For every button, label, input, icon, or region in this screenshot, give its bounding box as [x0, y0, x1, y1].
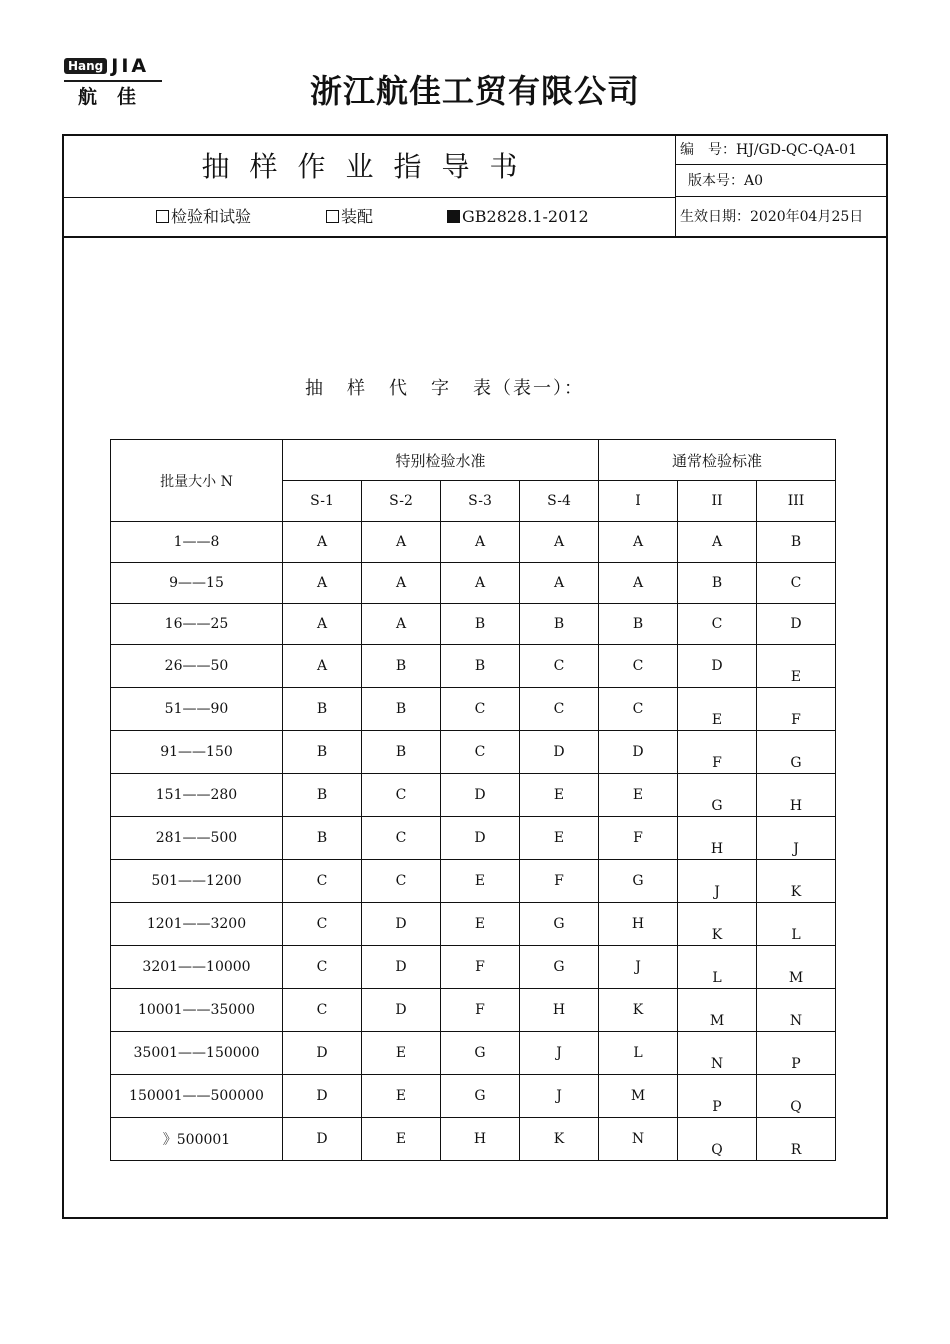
- table-header-row: [111, 440, 836, 481]
- lot-size-cell: 281——500: [111, 817, 283, 860]
- table-row: [111, 731, 836, 774]
- lot-size-cell: 3201——10000: [111, 946, 283, 989]
- code-letter-cell: G: [520, 946, 599, 989]
- code-letter-cell: E: [441, 903, 520, 946]
- code-letter-cell: C: [757, 563, 836, 604]
- table-title-char: 表（表一）：: [473, 378, 584, 399]
- code-letter-cell: A: [283, 645, 362, 688]
- level-header: S-3: [441, 481, 520, 522]
- code-letter-cell: H: [757, 774, 836, 817]
- code-letter-cell: F: [757, 688, 836, 731]
- table-row: [111, 604, 836, 645]
- document-version: 版本号：A0: [676, 166, 886, 197]
- lot-size-cell: 51——90: [111, 688, 283, 731]
- code-letter-cell: D: [441, 817, 520, 860]
- code-letter-cell: G: [678, 774, 757, 817]
- table-row: [111, 522, 836, 563]
- code-letter-cell: D: [283, 1075, 362, 1118]
- code-letter-cell: B: [757, 522, 836, 563]
- code-letter-cell: D: [678, 645, 757, 688]
- code-letter-cell: K: [520, 1118, 599, 1161]
- code-letter-cell: K: [678, 903, 757, 946]
- option-label: GB2828.1-2012: [462, 207, 589, 226]
- table-row: [111, 860, 836, 903]
- code-letter-cell: N: [678, 1032, 757, 1075]
- code-letter-cell: P: [678, 1075, 757, 1118]
- lot-size-cell: 26——50: [111, 645, 283, 688]
- option-inspection-test[interactable]: [156, 198, 251, 236]
- code-letter-cell: F: [678, 731, 757, 774]
- code-letter-cell: Q: [757, 1075, 836, 1118]
- code-letter-cell: M: [678, 989, 757, 1032]
- code-letter-cell: D: [362, 989, 441, 1032]
- checkbox-unchecked-icon: [326, 210, 339, 223]
- code-letter-cell: N: [599, 1118, 678, 1161]
- lot-size-cell: 91——150: [111, 731, 283, 774]
- code-letter-cell: C: [283, 903, 362, 946]
- logo-brand-text: JIA: [111, 55, 150, 77]
- sample-code-table: [110, 439, 836, 1161]
- level-header: III: [757, 481, 836, 522]
- code-letter-cell: A: [283, 522, 362, 563]
- code-letter-cell: B: [362, 731, 441, 774]
- code-letter-cell: M: [599, 1075, 678, 1118]
- logo-hang-text: Hang: [64, 58, 107, 74]
- code-letter-cell: C: [283, 989, 362, 1032]
- code-letter-cell: D: [283, 1032, 362, 1075]
- code-letter-cell: E: [520, 817, 599, 860]
- special-level-header: 特别检验水准: [283, 440, 599, 481]
- lot-size-cell: 35001——150000: [111, 1032, 283, 1075]
- code-letter-cell: F: [441, 946, 520, 989]
- table-row: [111, 688, 836, 731]
- code-letter-cell: D: [362, 903, 441, 946]
- code-letter-cell: G: [441, 1075, 520, 1118]
- option-assembly[interactable]: [326, 198, 373, 236]
- code-letter-cell: J: [520, 1032, 599, 1075]
- lot-size-cell: 9——15: [111, 563, 283, 604]
- code-letter-cell: G: [599, 860, 678, 903]
- code-letter-cell: D: [362, 946, 441, 989]
- code-letter-cell: B: [362, 645, 441, 688]
- level-header: S-2: [362, 481, 441, 522]
- document-code: 编 号：HJ/GD-QC-QA-01: [676, 136, 886, 165]
- code-letter-cell: J: [520, 1075, 599, 1118]
- option-label: 检验和试验: [171, 207, 252, 226]
- table-row: [111, 903, 836, 946]
- code-letter-cell: E: [441, 860, 520, 903]
- code-letter-cell: D: [520, 731, 599, 774]
- document-title: 抽样作业指导书: [64, 136, 676, 198]
- code-letter-cell: A: [362, 604, 441, 645]
- code-letter-cell: G: [441, 1032, 520, 1075]
- table-row: [111, 1032, 836, 1075]
- table-title-char: 抽: [305, 378, 325, 399]
- effective-date: 生效日期：2020年04月25日: [680, 209, 864, 225]
- code-letter-cell: P: [757, 1032, 836, 1075]
- code-letter-cell: B: [441, 645, 520, 688]
- table-row: [111, 1118, 836, 1161]
- code-letter-cell: B: [283, 817, 362, 860]
- code-letter-cell: A: [283, 604, 362, 645]
- code-letter-cell: A: [678, 522, 757, 563]
- code-letter-cell: C: [283, 860, 362, 903]
- code-letter-cell: B: [599, 604, 678, 645]
- code-letter-cell: E: [599, 774, 678, 817]
- code-letter-cell: C: [520, 645, 599, 688]
- code-letter-cell: H: [520, 989, 599, 1032]
- code-letter-cell: Q: [678, 1118, 757, 1161]
- table-title: [305, 374, 606, 400]
- code-letter-cell: J: [757, 817, 836, 860]
- lot-size-cell: 》500001: [111, 1118, 283, 1161]
- code-letter-cell: C: [362, 860, 441, 903]
- table-row: [111, 1075, 836, 1118]
- lot-size-cell: 501——1200: [111, 860, 283, 903]
- table-row: [111, 774, 836, 817]
- checkbox-unchecked-icon: [156, 210, 169, 223]
- code-letter-cell: F: [520, 860, 599, 903]
- code-letter-cell: D: [599, 731, 678, 774]
- code-letter-cell: R: [757, 1118, 836, 1161]
- document-frame: [62, 134, 888, 1219]
- code-letter-cell: J: [678, 860, 757, 903]
- code-letter-cell: A: [441, 522, 520, 563]
- code-letter-cell: C: [520, 688, 599, 731]
- code-letter-cell: E: [362, 1075, 441, 1118]
- code-letter-cell: J: [599, 946, 678, 989]
- code-letter-cell: B: [283, 688, 362, 731]
- level-header: II: [678, 481, 757, 522]
- code-letter-cell: B: [362, 688, 441, 731]
- code-letter-cell: K: [757, 860, 836, 903]
- code-letter-cell: D: [441, 774, 520, 817]
- option-label: 装配: [341, 207, 374, 226]
- code-letter-cell: D: [757, 604, 836, 645]
- code-letter-cell: C: [599, 645, 678, 688]
- code-letter-cell: N: [757, 989, 836, 1032]
- code-letter-cell: E: [678, 688, 757, 731]
- code-letter-cell: B: [678, 563, 757, 604]
- code-letter-cell: B: [283, 774, 362, 817]
- table-title-char: 字: [431, 378, 451, 399]
- code-letter-cell: C: [678, 604, 757, 645]
- code-letter-cell: A: [362, 563, 441, 604]
- lot-size-cell: 10001——35000: [111, 989, 283, 1032]
- code-letter-cell: B: [520, 604, 599, 645]
- normal-level-header: 通常检验标准: [599, 440, 836, 481]
- code-letter-cell: F: [441, 989, 520, 1032]
- code-letter-cell: H: [441, 1118, 520, 1161]
- code-letter-cell: E: [362, 1118, 441, 1161]
- checkbox-checked-icon: [447, 210, 460, 223]
- level-header: S-4: [520, 481, 599, 522]
- level-header: I: [599, 481, 678, 522]
- code-letter-cell: M: [757, 946, 836, 989]
- level-header: S-1: [283, 481, 362, 522]
- option-standard[interactable]: [447, 198, 589, 236]
- code-letter-cell: A: [362, 522, 441, 563]
- code-letter-cell: G: [757, 731, 836, 774]
- code-letter-cell: A: [441, 563, 520, 604]
- lot-size-cell: 16——25: [111, 604, 283, 645]
- lot-size-cell: 150001——500000: [111, 1075, 283, 1118]
- code-letter-cell: K: [599, 989, 678, 1032]
- category-options: [64, 198, 676, 236]
- code-letter-cell: L: [599, 1032, 678, 1075]
- code-letter-cell: A: [283, 563, 362, 604]
- code-letter-cell: A: [599, 563, 678, 604]
- logo-chinese-text: 航佳: [78, 86, 157, 108]
- code-letter-cell: E: [757, 645, 836, 688]
- code-letter-cell: C: [441, 731, 520, 774]
- code-letter-cell: A: [599, 522, 678, 563]
- document-header: [64, 136, 886, 238]
- lot-size-cell: 1201——3200: [111, 903, 283, 946]
- code-letter-cell: C: [283, 946, 362, 989]
- table-row: [111, 817, 836, 860]
- table-row: [111, 645, 836, 688]
- code-letter-cell: L: [678, 946, 757, 989]
- code-letter-cell: B: [283, 731, 362, 774]
- lot-size-cell: 151——280: [111, 774, 283, 817]
- code-letter-cell: E: [362, 1032, 441, 1075]
- code-letter-cell: D: [283, 1118, 362, 1161]
- lot-size-cell: 1——8: [111, 522, 283, 563]
- code-letter-cell: C: [362, 817, 441, 860]
- code-letter-cell: C: [441, 688, 520, 731]
- code-letter-cell: A: [520, 563, 599, 604]
- table-title-char: 代: [389, 378, 409, 399]
- code-letter-cell: F: [599, 817, 678, 860]
- table-row: [111, 946, 836, 989]
- code-letter-cell: C: [599, 688, 678, 731]
- table-row: [111, 989, 836, 1032]
- code-letter-cell: A: [520, 522, 599, 563]
- code-letter-cell: H: [678, 817, 757, 860]
- code-letter-cell: G: [520, 903, 599, 946]
- company-name: 浙江航佳工贸有限公司: [309, 72, 640, 110]
- code-letter-cell: H: [599, 903, 678, 946]
- table-title-char: 样: [347, 378, 367, 399]
- code-letter-cell: B: [441, 604, 520, 645]
- code-letter-cell: C: [362, 774, 441, 817]
- table-row: [111, 563, 836, 604]
- code-letter-cell: E: [520, 774, 599, 817]
- code-letter-cell: L: [757, 903, 836, 946]
- lot-size-header: 批量大小 N: [111, 440, 283, 522]
